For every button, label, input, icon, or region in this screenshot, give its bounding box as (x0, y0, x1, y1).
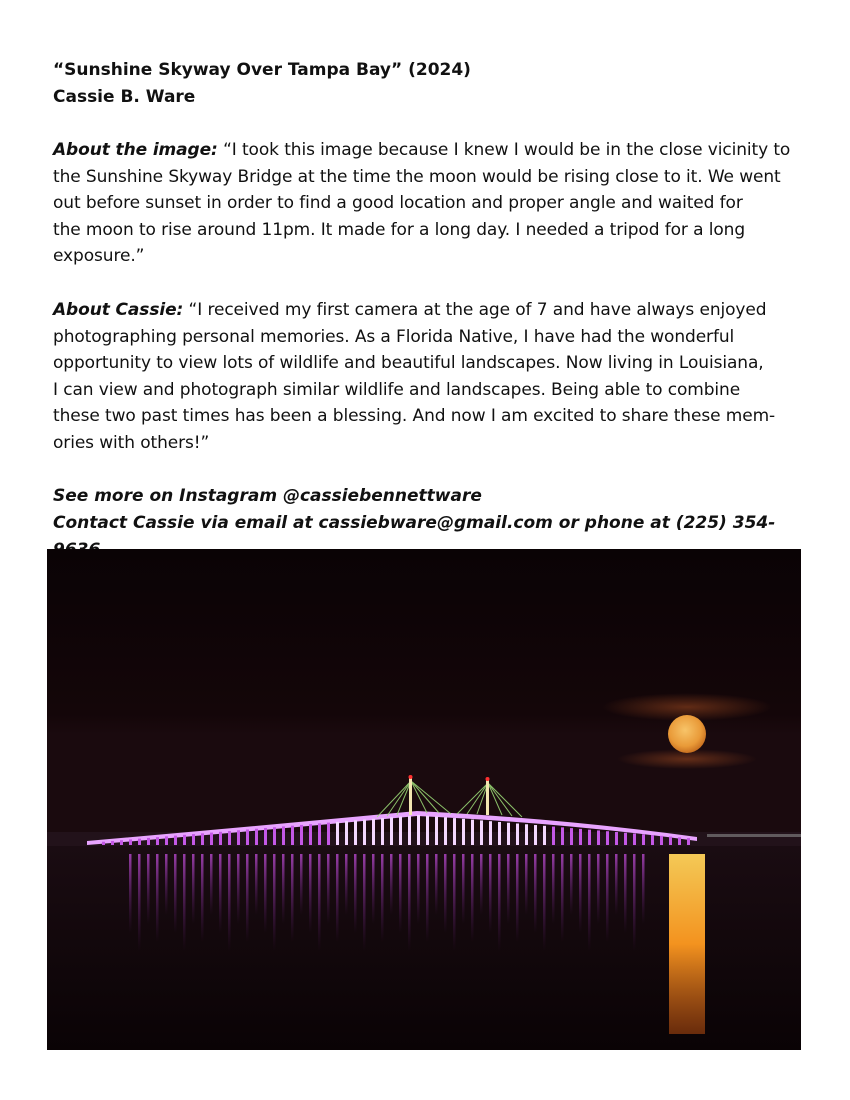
pier-reflection (417, 854, 420, 924)
about-image-line-3: out before sunset in order to find a good location and proper angle and waited for (53, 193, 743, 213)
about-image-label: About the image: (53, 140, 218, 160)
bridge-pier-light (687, 838, 690, 845)
bridge-pier-light (642, 834, 645, 845)
bridge-pier-light (471, 820, 474, 845)
pier-reflection (264, 854, 267, 933)
bridge-pier-light (426, 816, 429, 845)
bridge-pier-light (228, 831, 231, 845)
pier-reflection (588, 854, 591, 951)
pier-reflection (534, 854, 537, 933)
photo-illustration (47, 549, 801, 1050)
bridge-pier-light (255, 829, 258, 845)
bridge-moonrise-photo (47, 549, 801, 1050)
bridge-tower-right (486, 779, 489, 815)
bridge-pier-light (489, 821, 492, 845)
bridge-pier-light (669, 837, 672, 845)
bridge-pier-light (327, 823, 330, 845)
pier-reflection (147, 854, 150, 924)
pier-reflection (174, 854, 177, 933)
pier-reflection (570, 854, 573, 915)
bridge-pier-light (624, 833, 627, 845)
pier-reflection (201, 854, 204, 942)
pier-reflection (237, 854, 240, 924)
bridge-pier-light (570, 828, 573, 845)
pier-reflection (327, 854, 330, 924)
pier-reflection (498, 854, 501, 951)
bridge-pier-light (129, 839, 132, 845)
pier-reflection (246, 854, 249, 942)
bridge-pier-light (309, 824, 312, 845)
pier-reflection (480, 854, 483, 915)
about-artist-line-5: these two past times has been a blessing. And now I am excited to share these mem- (53, 406, 776, 426)
artist-name: Cassie B. Ware (53, 87, 196, 107)
bridge-pier-light (237, 830, 240, 845)
bridge-pier-light (462, 819, 465, 845)
moon (668, 715, 706, 753)
bridge-pier-light (408, 816, 411, 845)
pier-reflection (183, 854, 186, 951)
about-image-line-5: exposure.” (53, 246, 145, 266)
bridge-pier-light (381, 818, 384, 845)
pier-reflection (363, 854, 366, 951)
about-artist-label: About Cassie: (53, 300, 184, 320)
pier-reflection (507, 854, 510, 924)
instagram-link[interactable]: See more on Instagram @cassiebennettware (53, 486, 482, 506)
bridge-pier-light (201, 833, 204, 845)
pier-reflection (381, 854, 384, 942)
bridge-pier-light (435, 817, 438, 845)
about-artist-line-2: photographing personal memories. As a Florida Native, I have had the wonderful (53, 326, 735, 347)
pier-reflection (291, 854, 294, 942)
bridge-pier-light (102, 842, 105, 845)
pier-reflection (210, 854, 213, 915)
pier-reflection (444, 854, 447, 933)
bridge-pier-light (606, 831, 609, 845)
bridge-pier-light (543, 826, 546, 845)
bridge-pier-light (300, 825, 303, 845)
pier-reflection (192, 854, 195, 924)
pier-reflection (615, 854, 618, 915)
pier-reflection (489, 854, 492, 933)
bridge-pier-light (174, 836, 177, 845)
distant-lights (707, 834, 801, 837)
bridge-pier-light (597, 830, 600, 845)
about-image-line-4: the moon to rise around 11pm. It made for a long day. I needed a tripod for a long (53, 219, 746, 240)
bridge-pier-light (399, 817, 402, 845)
pier-reflection (354, 854, 357, 933)
bridge-pier-light (120, 840, 123, 845)
bridge-pier-light (363, 820, 366, 845)
pier-reflection (462, 854, 465, 924)
tower-beacon-right (486, 777, 490, 781)
pier-reflection (642, 854, 645, 924)
pier-reflection (561, 854, 564, 942)
pier-reflection (399, 854, 402, 933)
bridge-pier-light (183, 835, 186, 845)
bridge-pier-light (498, 822, 501, 845)
bridge-pier-light (165, 836, 168, 845)
pier-reflection (318, 854, 321, 951)
bridge-pier-light (615, 832, 618, 845)
pier-reflection (138, 854, 141, 951)
bridge-pier-light (156, 837, 159, 845)
pier-reflection (309, 854, 312, 933)
bridge-pier-light (651, 835, 654, 845)
bridge-pier-light (291, 826, 294, 845)
about-artist-line-3: opportunity to view lots of wildlife and beautiful landscapes. Now living in Louisiana, (53, 353, 764, 373)
bridge-pier-light (417, 815, 420, 845)
pier-reflection (525, 854, 528, 915)
bridge-pier-light (480, 820, 483, 845)
bridge-pier-light (516, 823, 519, 845)
bridge-pier-light (138, 839, 141, 845)
about-artist-line-6: ories with others!” (53, 432, 210, 453)
bridge-pier-light (588, 830, 591, 845)
pier-reflection (516, 854, 519, 942)
about-image-line-2: the Sunshine Skyway Bridge at the time the moon would be rising close to it. We went (53, 166, 781, 187)
bridge-pier-light (552, 827, 555, 845)
pier-reflection (453, 854, 456, 951)
bridge-pier-light (192, 834, 195, 845)
bridge-pier-light (660, 836, 663, 845)
pier-reflection (471, 854, 474, 942)
pier-reflection (543, 854, 546, 951)
bridge-pier-light (336, 822, 339, 845)
bridge-tower-left (409, 777, 412, 815)
bridge-pier-light (210, 833, 213, 845)
contact-info[interactable]: Contact Cassie via email at cassiebware@gmail.com or phone at (225) 354- (53, 513, 776, 533)
bridge-pier-light (453, 818, 456, 845)
bridge-pier-light (264, 828, 267, 845)
bridge-pier-light (372, 819, 375, 845)
pier-reflection (606, 854, 609, 942)
about-artist-line-1: “I received my first camera at the age of 7 and have always enjoyed (188, 300, 767, 320)
pier-reflection (579, 854, 582, 933)
bridge-pier-light (579, 829, 582, 845)
pier-reflection (300, 854, 303, 915)
pier-reflection (255, 854, 258, 915)
about-image-paragraph (53, 137, 813, 270)
bridge-pier-light (246, 830, 249, 845)
pier-reflection (219, 854, 222, 933)
bridge-pier-light (273, 827, 276, 845)
bridge-pier-light (633, 834, 636, 845)
pier-reflection (435, 854, 438, 915)
pier-reflection (426, 854, 429, 942)
about-artist-line-4: I can view and photograph similar wildlife and landscapes. Being able to combine (53, 379, 741, 400)
moon-reflection (669, 854, 705, 1034)
pier-reflection (273, 854, 276, 951)
pier-reflection (228, 854, 231, 951)
pier-reflection (282, 854, 285, 924)
pier-reflection (156, 854, 159, 942)
pier-reflection (390, 854, 393, 915)
pier-reflection (408, 854, 411, 951)
pier-reflection (345, 854, 348, 915)
bridge-pier-light (219, 832, 222, 845)
bridge-pier-light (444, 817, 447, 845)
bridge-pier-light (561, 827, 564, 845)
bridge-pier-light (111, 841, 114, 845)
pier-reflection (372, 854, 375, 924)
about-image-line-1: “I took this image because I knew I would be in the close vicinity to (223, 140, 791, 160)
bridge-pier-light (390, 817, 393, 845)
pier-reflection (624, 854, 627, 933)
pier-reflection (336, 854, 339, 942)
bridge-pier-light (507, 823, 510, 845)
bridge-pier-light (147, 838, 150, 845)
bridge-pier-light (345, 821, 348, 845)
bridge-pier-light (525, 824, 528, 845)
pier-reflection (129, 854, 132, 933)
artwork-title: “Sunshine Skyway Over Tampa Bay” (2024) (53, 60, 471, 80)
tower-beacon-left (409, 775, 413, 779)
pier-reflection (165, 854, 168, 915)
about-artist-paragraph (53, 297, 813, 456)
bridge-pier-light (282, 826, 285, 845)
bridge-pier-light (534, 825, 537, 845)
pier-reflection (552, 854, 555, 924)
pier-reflection (597, 854, 600, 924)
bridge-pier-light (354, 820, 357, 845)
bridge-pier-light (678, 837, 681, 845)
pier-reflection (633, 854, 636, 951)
bridge-pier-light (318, 823, 321, 845)
